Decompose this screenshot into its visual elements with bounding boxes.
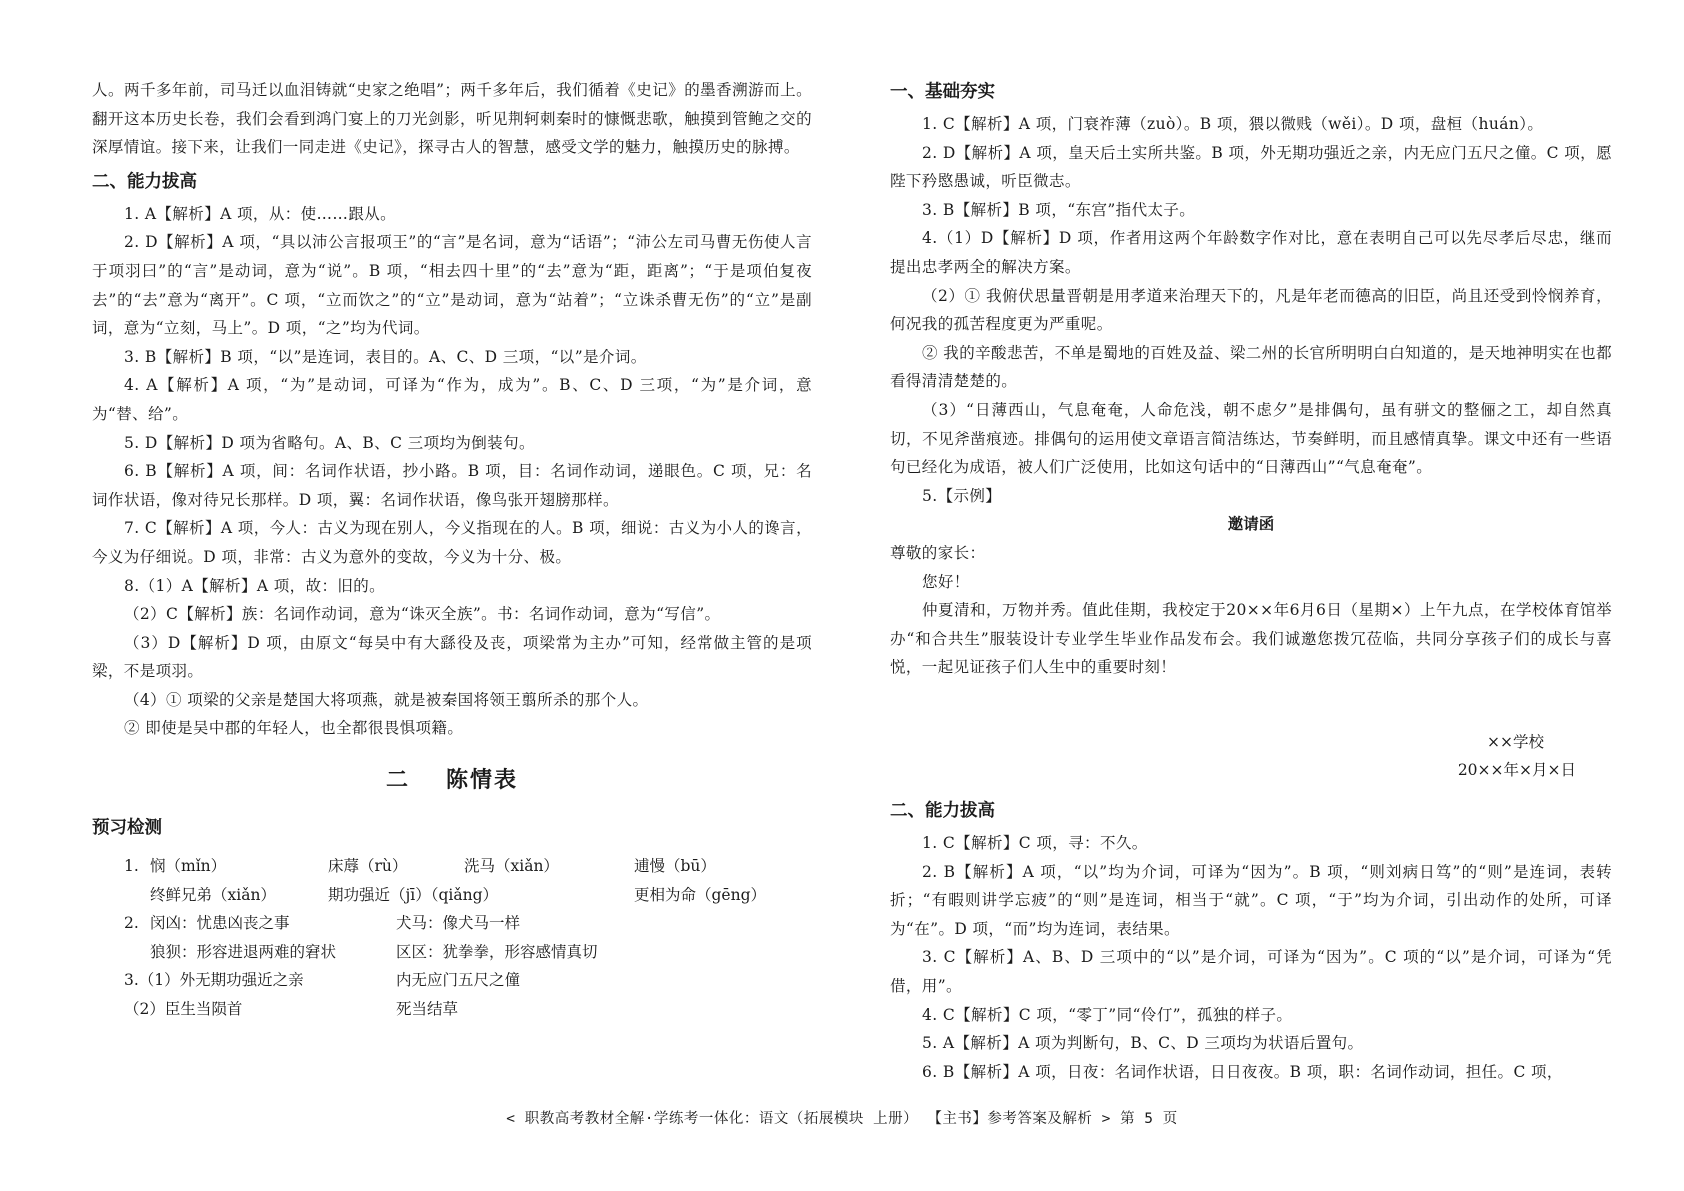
answer-item: 1. A【解析】A 项，从：使……跟从。 [124, 204, 397, 223]
answer-item: 6. B【解析】A 项，日夜：名词作状语，日日夜夜。B 项，职：名词作动词，担任。C 项， [922, 1062, 1563, 1081]
answer-item: 4. C【解析】C 项，“零丁”同“伶仃”，孤独的样子。 [922, 1005, 1293, 1024]
pinyin-item: 期功强近（jī）（qiǎng） [328, 885, 499, 904]
answer-item: （4）① 项梁的父亲是楚国大将项燕，就是被秦国将领王翦所杀的那个人。 [124, 690, 649, 709]
answer-item: 3. B【解析】B 项，“以”是连词，表目的。A、C、D 三项，“以”是介词。 [124, 347, 647, 366]
definition-item: 区区：犹拳拳，形容感情真切 [396, 942, 598, 961]
letter-hello: 您好！ [922, 572, 970, 591]
definition-item: 狼狈：形容进退两难的窘状 [150, 942, 337, 961]
answer-item: 5. A【解析】A 项为判断句，B、C、D 三项均为状语后置句。 [922, 1034, 1364, 1053]
answer-item: （2）C【解析】族：名词作动词，意为“诛灭全族”。书：名词作动词，意为“写信”。 [124, 605, 721, 624]
pinyin-item: 洗马（xiǎn） [464, 857, 559, 876]
answer-item: （2）① 我俯伏思量晋朝是用孝道来治理天下的，凡是年老而德高的旧臣，尚且还受到怜悯养育，何况我的孤苦程度更为严重呢。 [890, 286, 1612, 334]
page-footer: < 职教高考教材全解·学练考一体化：语文（拓展模块 上册） 【主书】参考答案及解析 > 第 5 页 [506, 1111, 1178, 1127]
answer-item: ② 即使是吴中郡的年轻人，也全都很畏惧项籍。 [124, 719, 464, 738]
answer-item: 4. A【解析】A 项，“为”是动词，可译为“作为，成为”。B、C、D 三项，“为”是介词，意为“替、给”。 [92, 376, 812, 423]
preview-row [92, 881, 812, 910]
spacer [890, 682, 1612, 728]
pinyin-item: 终鲜兄弟（xiǎn） [150, 885, 276, 904]
answer-item: 3. B【解析】B 项，“东宫”指代太子。 [922, 200, 1196, 219]
answer-item: 4.（1）D【解析】D 项，作者用这两个年龄数字作对比，意在表明自己可以先尽孝后尽忠，继而提出忠孝两全的解决方案。 [890, 229, 1612, 276]
recitation-item: 3.（1）外无期功强近之亲 [124, 971, 304, 990]
letter-date: 20××年×月×日 [1457, 761, 1576, 780]
pinyin-item: 床蓐（rù） [328, 857, 408, 876]
preview-row [92, 938, 812, 967]
definition-item: 犬马：像犬马一样 [396, 914, 521, 933]
preview-label: 2. [124, 914, 139, 933]
chapter-title [92, 763, 812, 794]
answer-item: ② 我的辛酸悲苦，不单是蜀地的百姓及益、梁二州的长官所明明白白知道的，是天地神明实在也都看得清清楚楚的。 [890, 343, 1612, 391]
definition-item: 闵凶：忧患凶丧之事 [150, 914, 290, 933]
answer-item: （3）“日薄西山，气息奄奄，人命危浅，朝不虑夕”是排偶句，虽有骈文的整俪之工，却自然真切，不见斧凿痕迹。排偶句的运用使文章语言简洁练达，节奏鲜明，而且感情真挚。课文中还有一些语句已经化为成语，被人们广泛使用，比如这句话中的“日薄西山”“气息奄奄”。 [890, 400, 1612, 477]
answer-item: 1. C【解析】A 项，门衰祚薄（zuò）。B 项，猥以微贱（wěi）。D 项，盘桓（huán）。 [922, 115, 1544, 133]
preview-label: 1. [124, 857, 139, 876]
section-heading: 二、能力拔高 [890, 801, 995, 822]
answer-item: 6. B【解析】A 项，间：名词作状语，抄小路。B 项，目：名词作动词，递眼色。C 项，兄：名词作状语，像对待兄长那样。D 项，翼：名词作状语，像鸟张开翅膀那样。 [92, 462, 812, 509]
letter-greeting: 尊敬的家长： [890, 543, 986, 562]
left-column [92, 76, 812, 1024]
right-column [890, 76, 1612, 1086]
preview-row [92, 966, 812, 995]
preview-heading: 预习检测 [92, 818, 162, 839]
answer-item: （3）D【解析】D 项，由原文“每吴中有大繇役及丧，项梁常为主办”可知，经常做主管的是项梁，不是项羽。 [92, 633, 812, 681]
preview-row [92, 995, 812, 1024]
recitation-item: 死当结草 [396, 1000, 459, 1019]
letter-title: 邀请函 [1227, 515, 1275, 534]
preview-row [92, 909, 812, 938]
recitation-item: （2）臣生当陨首 [124, 1000, 243, 1019]
letter-body: 仲夏清和，万物并秀。值此佳期，我校定于20××年6月6日（星期×）上午九点，在学校体育馆举办“和合共生”服装设计专业学生毕业作品发布会。我们诚邀您拨冗莅临，共同分享孩子们的成长与喜悦，一起见证孩子们人生中的重要时刻！ [890, 601, 1612, 677]
pinyin-item: 更相为命（gēng） [634, 885, 767, 904]
pinyin-item: 悯（mǐn） [150, 857, 227, 876]
section-heading: 一、基础夯实 [890, 82, 995, 102]
answer-item: 5. D【解析】D 项为省略句。A、B、C 三项均为倒装句。 [124, 433, 535, 452]
answer-item: 2. B【解析】A 项，“以”均为介词，可译为“因为”。B 项，“则刘病日笃”的“则”是连词，表转折；“有暇则讲学忘疲”的“则”是连词，相当于“就”。C 项，“于”均为介词，引出动作的处所，可译为“在”。D 项，“而”均为连词，表结果。 [890, 862, 1612, 938]
answer-item: 7. C【解析】A 项，今人：古义为现在别人，今义指现在的人。B 项，细说：古义为小人的谗言，今义为仔细说。D 项，非常：古义为意外的变故，今义为十分、极。 [92, 519, 812, 566]
intro-paragraph: 人。两千多年前，司马迁以血泪铸就“史家之绝唱”；两千多年后，我们循着《史记》的墨香溯游而上。翻开这本历史长卷，我们会看到鸿门宴上的刀光剑影，听见荆轲刺秦时的慷慨悲歌，触摸到管鲍之交的深厚情谊。接下来，让我们一同走进《史记》，探寻古人的智慧，感受文学的魅力，触摸历史的脉搏。 [92, 81, 812, 157]
answer-item: 5.【示例】 [922, 486, 1002, 505]
chapter-name: 陈情表 [446, 768, 519, 794]
pinyin-item: 逋慢（bū） [634, 857, 716, 876]
answer-item: 2. D【解析】A 项，皇天后土实所共鉴。B 项，外无期功强近之亲，内无应门五尺之僮。C 项，愿陛下矜愍愚诚，听臣微志。 [890, 143, 1612, 191]
answer-item: 8.（1）A【解析】A 项，故：旧的。 [124, 576, 386, 595]
recitation-item: 内无应门五尺之僮 [396, 971, 521, 990]
chapter-number: 二 [385, 768, 410, 794]
section-heading: 二、能力拔高 [92, 171, 197, 192]
preview-row [92, 852, 812, 881]
letter-signature: ××学校 [1487, 732, 1544, 751]
answer-item: 1. C【解析】C 项，寻：不久。 [922, 834, 1148, 853]
answer-item: 2. D【解析】A 项，“具以沛公言报项王”的“言”是名词，意为“话语”；“沛公左司马曹无伤使人言于项羽曰”的“言”是动词，意为“说”。B 项，“相去四十里”的“去”意为“距，距离”；“于是项伯复夜去”的“去”意为“离开”。C 项，“立而饮之”的“立”是动词，意为“站着”；“立诛杀曹无伤”的“立”是副词，意为“立刻，马上”。D 项，“之”均为代词。 [92, 233, 812, 338]
answer-item: 3. C【解析】A、B、D 三项中的“以”是介词，可译为“因为”。C 项的“以”是介词，可译为“凭借，用”。 [890, 948, 1612, 996]
